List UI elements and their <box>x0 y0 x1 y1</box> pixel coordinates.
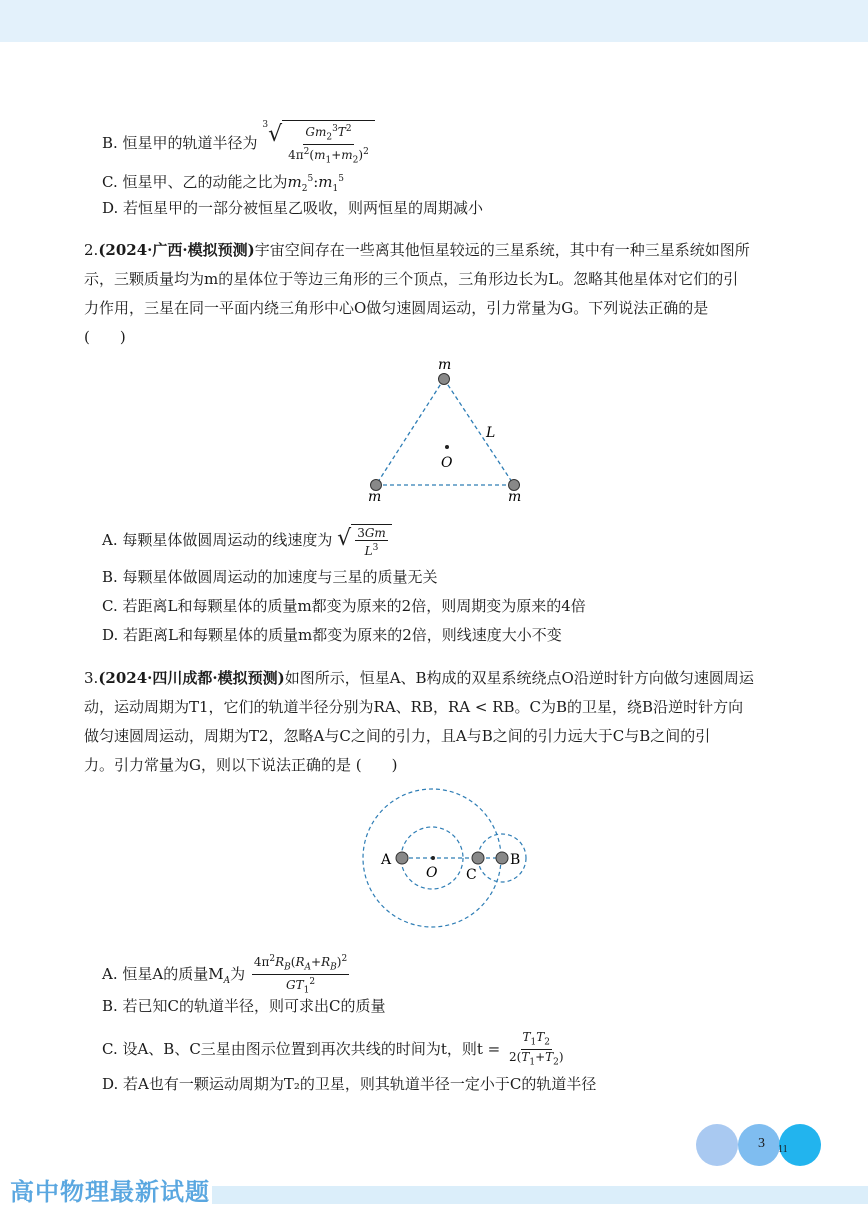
q2-label-m-top: m <box>438 357 452 373</box>
q3-option-b: B. 若已知C的轨道半径，则可求出C的质量 <box>102 997 386 1015</box>
q3-star-b <box>496 852 508 864</box>
q1-option-b: B. 恒星甲的轨道半径为 $^3$ √ $\frac{Gm_2^3T^2}{4\pi^2(m_1+m_2)^2}$ <box>102 120 375 168</box>
q3-option-a: A. 恒星A的质量$M_A$为 $\frac{4\pi^2R_B(R_A+R_B)^2}{GT_1^2}$ <box>102 954 348 996</box>
q3-star-a <box>396 852 408 864</box>
q2-option-d: D. 若距离L和每颗星体的质量m都变为原来的2倍，则线速度大小不变 <box>102 626 562 644</box>
q2-center-dot <box>445 445 449 449</box>
q3-label-c: C <box>466 867 477 883</box>
brand-logo-text: 高中物理最新试题 <box>10 1178 210 1206</box>
q2-stem: 2.(2024·广西·模拟预测)宇宙空间存在一些离其他恒星较远的三星系统，其中有一种三星系统如图所 示，三颗质量均为m的星体位于等边三角形的三个顶点，三角形边长为L。忽略其他星体对它们的引 力作用，三星在同一平面内绕三角形中心O做匀速圆周运动，引力常量为G。下列说法正确的是 ( ) <box>84 241 750 346</box>
q3-binary-star-figure <box>360 788 530 930</box>
q2-label-L: L <box>486 425 496 441</box>
q1-option-c: C. 恒星甲、乙的动能之比为$m_2^5:m_1^5$ <box>102 173 344 194</box>
page-number-total: 11 <box>778 1144 788 1155</box>
q3-stem: 3.(2024·四川成都·模拟预测)如图所示，恒星A、B构成的双星系统绕点O沿逆时针方向做匀速圆周运 动，运动周期为T1，它们的轨道半径分别为RA、RB，RA < RB。C为B的卫星，绕B沿逆时针方向 做匀速圆周运动，周期为T2，忽略A与C之间的引力，且A与B之间的引力远大于C与B之间的引 力。引力常量为G，则以下说法正确的是 ( ) <box>84 669 754 774</box>
q3-star-c <box>472 852 484 864</box>
q2-triangle-figure <box>360 355 540 505</box>
q1-b-formula: $^3$ √ $\frac{Gm_2^3T^2}{4\pi^2(m_1+m_2)^2}$ <box>262 120 374 168</box>
q2-option-b: B. 每颗星体做圆周运动的加速度与三星的质量无关 <box>102 568 438 586</box>
q2-label-m-left: m <box>368 489 382 505</box>
q2-star-top <box>439 374 450 385</box>
page-number-current: 3 <box>758 1136 765 1151</box>
top-header-band <box>0 0 868 42</box>
q2-label-m-right: m <box>508 489 522 505</box>
page-circle-decor <box>696 1124 738 1166</box>
q3-label-o: O <box>426 865 438 881</box>
q3-label-b: B <box>510 852 521 868</box>
q3-label-a: A <box>381 852 392 868</box>
q2-label-O: O <box>441 455 453 471</box>
q2-option-a: A. 每颗星体做圆周运动的线速度为 √ $\frac{3Gm}{L^3}$ <box>102 524 392 558</box>
q3-center-dot <box>431 856 435 860</box>
q1-option-d: D. 若恒星甲的一部分被恒星乙吸收，则两恒星的周期减小 <box>102 199 484 217</box>
q2-option-c: C. 若距离L和每颗星体的质量m都变为原来的2倍，则周期变为原来的4倍 <box>102 597 586 615</box>
footer-band <box>212 1186 868 1204</box>
q3-option-c: C. 设A、B、C三星由图示位置到再次共线的时间为t，则t = $\frac{T_1T_2}{2(T_1+T_2)}$ <box>102 1030 564 1068</box>
q3-option-d: D. 若A也有一颗运动周期为T₂的卫星，则其轨道半径一定小于C的轨道半径 <box>102 1075 597 1093</box>
